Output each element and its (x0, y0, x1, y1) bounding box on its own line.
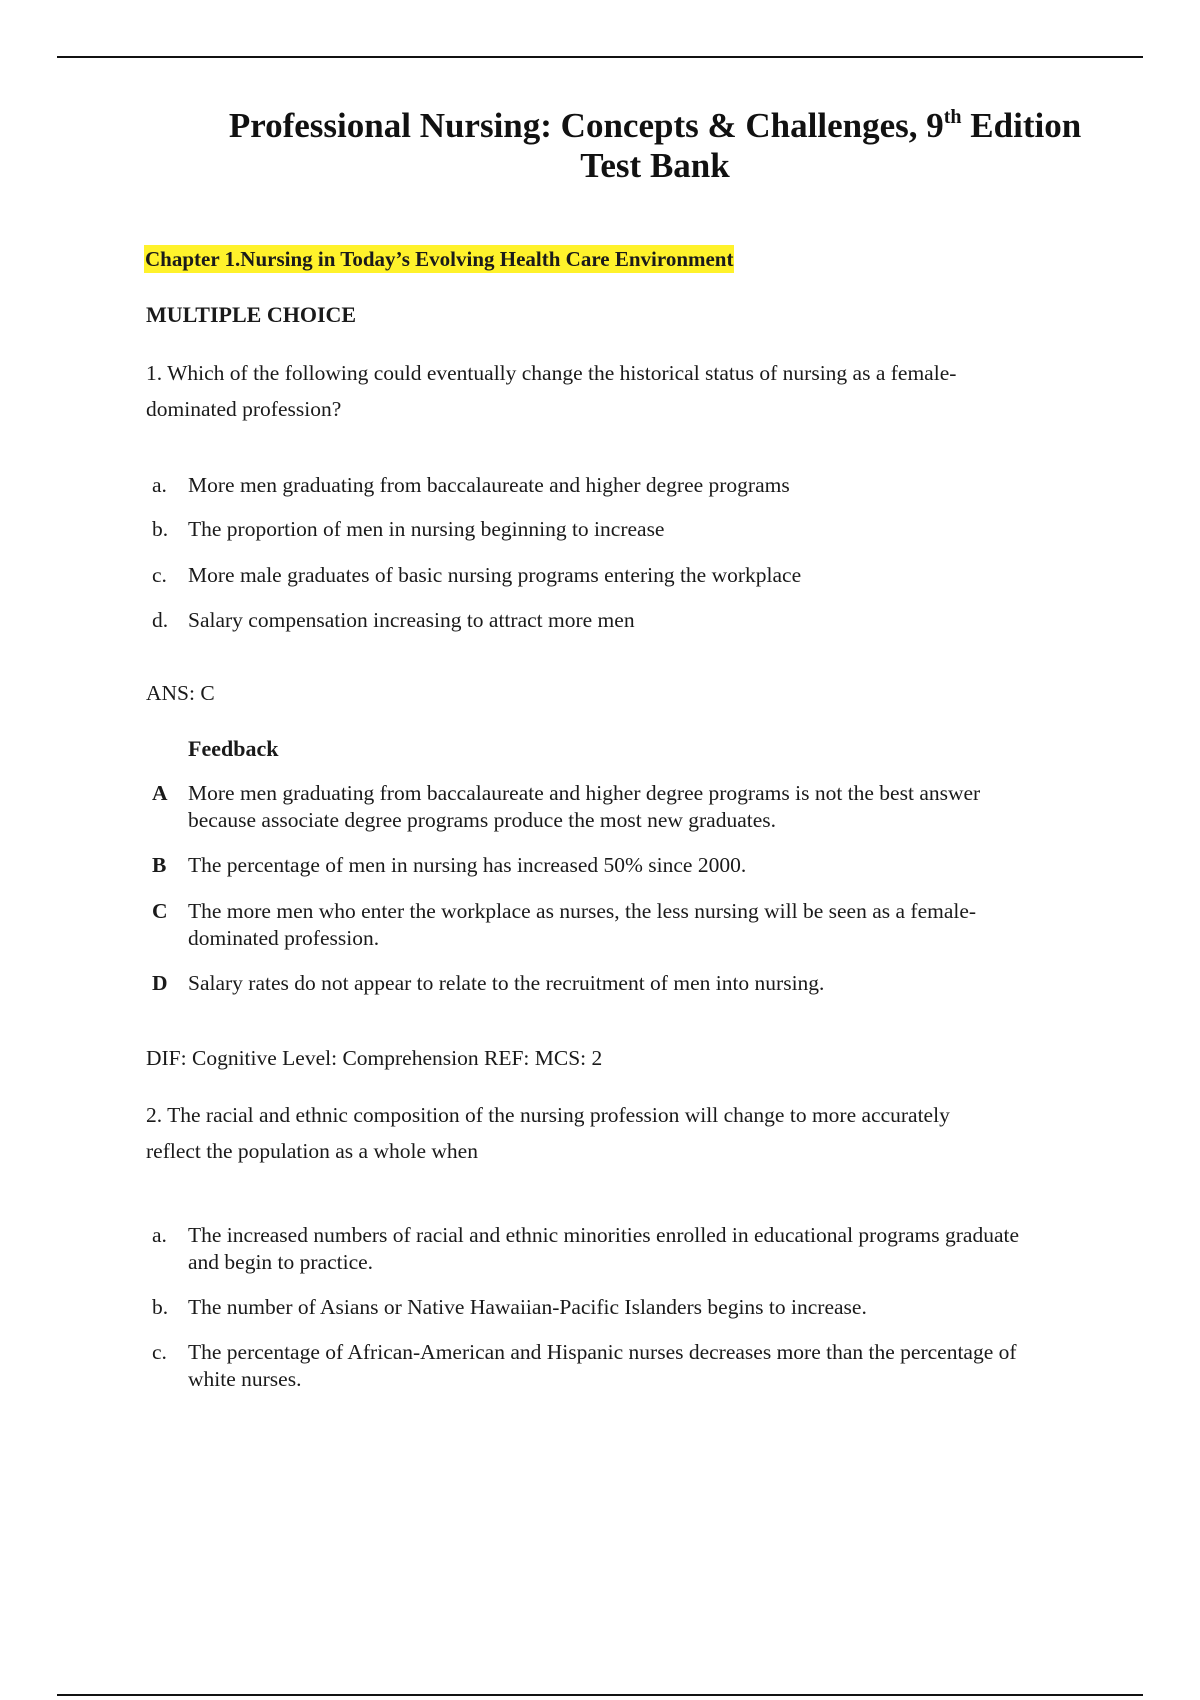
question-1-option-b: b. The proportion of men in nursing beginning to increase (152, 517, 665, 541)
question-1-stem: 1. Which of the following could eventually change the historical status of nursing as a female- dominated profession? (146, 361, 957, 421)
feedback-item-a: A More men graduating from baccalaureate and higher degree programs is not the best answer because associate degree programs produce the most new graduates. (152, 781, 981, 832)
feedback-item-d: D Salary rates do not appear to relate to the recruitment of men into nursing. (152, 971, 825, 995)
question-1-difficulty: DIF: Cognitive Level: Comprehension REF: MCS: 2 (146, 1046, 603, 1070)
question-2-option-b: b. The number of Asians or Native Hawaiian-Pacific Islanders begins to increase. (152, 1295, 867, 1319)
question-2-option-c: c. The percentage of African-American and Hispanic nurses decreases more than the percentage of white nurses. (152, 1340, 1017, 1391)
section-heading: MULTIPLE CHOICE (146, 302, 357, 327)
bottom-rule (57, 1694, 1143, 1696)
feedback-item-b: B The percentage of men in nursing has increased 50% since 2000. (152, 853, 747, 877)
question-2-stem: 2. The racial and ethnic composition of the nursing profession will change to more accurately reflect the population as a whole when (146, 1103, 950, 1163)
document-subtitle: Test Bank (580, 146, 730, 185)
feedback-item-c: C The more men who enter the workplace as nurses, the less nursing will be seen as a female-dominated profession. (152, 899, 977, 950)
question-1-answer: ANS: C (146, 681, 215, 705)
chapter-heading: Chapter 1.Nursing in Today’s Evolving Health Care Environment (145, 247, 734, 271)
question-1-option-c: c. More male graduates of basic nursing programs entering the workplace (152, 563, 802, 587)
question-2-option-a: a. The increased numbers of racial and ethnic minorities enrolled in educational programs graduate and begin to practice. (152, 1223, 1020, 1274)
top-rule (57, 56, 1143, 58)
question-1-option-d: d. Salary compensation increasing to attract more men (152, 608, 635, 632)
question-1-option-a: a. More men graduating from baccalaureate and higher degree programs (152, 473, 790, 497)
document-title: Professional Nursing: Concepts & Challenges, 9th Edition (228, 106, 1082, 145)
feedback-heading: Feedback (188, 736, 279, 761)
